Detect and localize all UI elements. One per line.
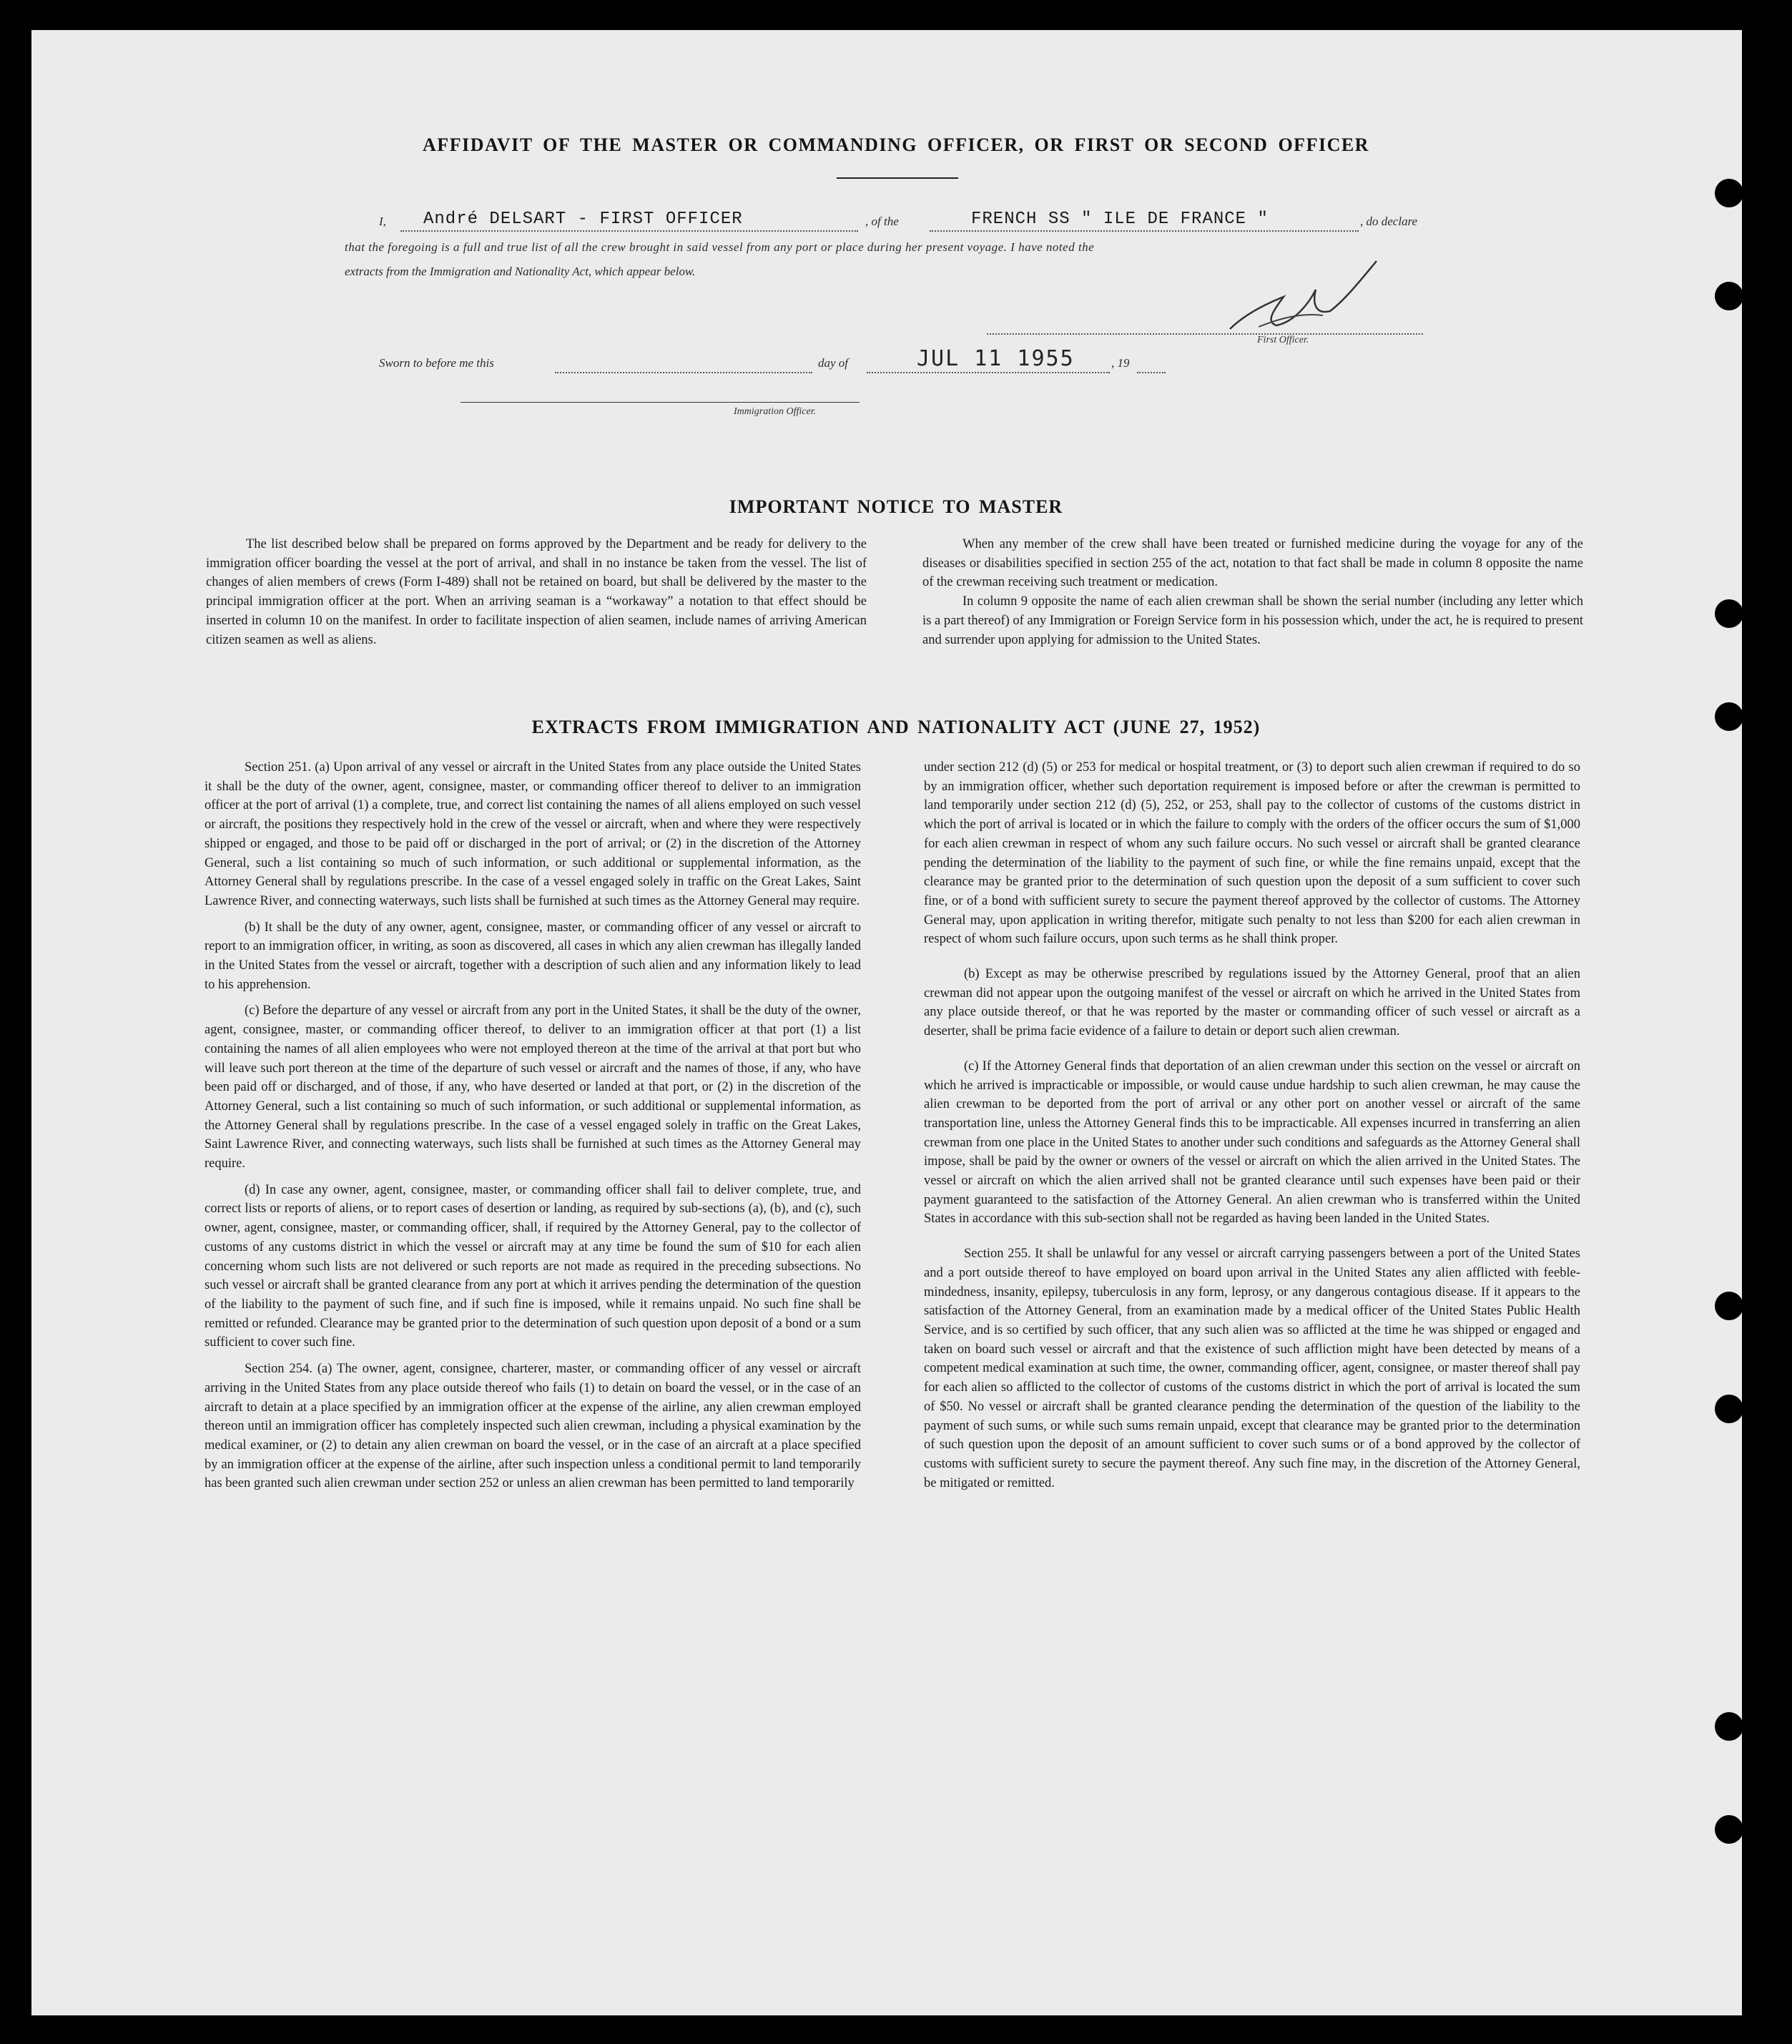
extracts-title: EXTRACTS FROM IMMIGRATION AND NATIONALITY ACT (JUNE 27, 1952) [531,717,1261,737]
title-rule [837,177,958,179]
notice-right-column [922,535,1583,649]
notice-right-paragraph-1: When any member of the crew shall have been treated or furnished medicine during the voyage for any of the diseases or disabilities specified in section 255 of the act, notation to that fact shall be made in column 8 opposite the name of the crewman receiving such treatment or medication. [922,537,1583,590]
affidavit-line-2: that the foregoing is a full and true list of all the crew brought in said vessel from any port or place during her present voyage. I have noted the [345,240,1095,254]
binder-hole [1715,1712,1743,1741]
sworn-label: Sworn to before me this [379,356,494,370]
notice-right-paragraph-2: In column 9 opposite the name of each alien crewman shall be shown the serial number (including any letter which is a part thereof) of any Immigration or Foreign Service form in his possession which, under the act, he is required to present and surrender upon applying for admission to the United States. [922,594,1583,647]
notice-title: IMPORTANT NOTICE TO MASTER [729,496,1063,517]
of-the-label: , of the [865,215,899,228]
notice-left-paragraph: The list described below shall be prepared on forms approved by the Department and be ready for delivery to the immigration officer boarding the vessel at the port of arrival, and shall in no instance be taken from the vessel. The list of changes of alien members of crews (Form I-489) shall not be retained on board, but shall be delivered by the master to the principal immigration officer at the port. When an arriving seaman is a “workaway” a notation to that effect should be inserted in column 10 on the manifest. In order to facilitate inspection of alien seamen, include names of arriving American citizen seamen as well as aliens. [206,537,867,647]
sworn-month-line [867,372,1110,373]
section-254-a: Section 254. (a) The owner, agent, consignee, charterer, master, or commanding officer of any vessel or aircraft arriving in the United States from any place outside thereof who fails (1) to detain on board the vessel, or in the case of an aircraft to detain at a place specified by an immigration officer at the expense of the airline, any alien crewman employed thereon until an immigration officer has completely inspected such alien crewman, including a physical examination by the medical examiner, or (2) to detain any alien crewman on board the vessel, or in the case of an aircraft at a place specified by an immigration officer at the expense of the airline, after such inspection unless a conditional permit to land temporarily has been granted such alien crewman under section 252 or unless an alien crewman has been permitted to land temporarily [205,1362,861,1491]
section-251-b: (b) It shall be the duty of any owner, agent, consignee, master, or commanding officer of any vessel or aircraft to report to an immigration officer, in writing, as soon as discovered, all cases in which any alien crewman has illegally landed in the United States from the vessel or aircraft, together with a description of such alien and any information likely to lead to his apprehension. [205,920,861,992]
immigration-officer-line [461,402,860,403]
signature-caption: First Officer. [1257,335,1309,345]
affidavit-i-label: I, [379,215,386,228]
signature-mark [1216,247,1387,340]
extracts-right-column [924,758,1580,1500]
immigration-officer-label: Immigration Officer. [734,406,817,417]
declare-label: , do declare [1360,215,1418,228]
section-254-a-continued: under section 212 (d) (5) or 253 for medical or hospital treatment, or (3) to deport such alien crewman if required to do so by an immigration officer, whether such deportation requirement is imposed before or after the crewman is permitted to land temporarily under section 212 (d) (5), 252, or 253, shall pay to the collector of customs of the customs district in which the port of arrival is located or in which the failure to comply with the orders of the officer occurs the sum of $1,000 for each alien crewman in respect of whom any such failure occurs. No such vessel or aircraft shall be granted clearance pending the determination of the liability to the payment of such fine, or while the fine remains unpaid, except that the clearance may be granted prior to the determination of such question upon the deposit of a sum sufficient to cover such fine, or of a bond with sufficient surety to secure the payment thereof approved by the collector of customs. The Attorney General may, upon application in writing therefor, mitigate such penalty to not less than $200 for each alien crewman in respect of whom such failure occurs, upon such terms as he shall think proper. [924,760,1580,947]
notice-left-column [206,535,867,649]
binder-hole [1715,179,1743,207]
binder-hole [1715,599,1743,628]
section-254-c: (c) If the Attorney General finds that deportation of an alien crewman under this section on the vessel or aircraft on which he arrived is impracticable or impossible, or would cause undue hardship to such alien crewman, he may cause the alien crewman to be deported from the port of arrival or any other port on another vessel or aircraft of the same transportation line, unless the Attorney General finds this to be impracticable. All expenses incurred in transferring an alien crewman from one place in the United States to another under such conditions and safeguards as the Attorney General shall impose, shall be paid by the owner or owners of the vessel or aircraft on which the alien arrived in the United States. The vessel or aircraft on which the alien arrived shall not be granted clearance until such expenses have been paid or their payment guaranteed to the satisfaction of the Attorney General. An alien crewman who is transferred within the United States in accordance with this sub-section shall not be regarded as having been landed in the United States. [924,1058,1580,1227]
binder-hole [1715,1292,1743,1320]
binder-hole [1715,1815,1743,1844]
sworn-year-line [1137,372,1166,373]
officer-name-typed: André DELSART - FIRST OFFICER [423,210,743,229]
section-254-b: (b) Except as may be otherwise prescribed by regulations issued by the Attorney General, proof that an alien crewman did not appear upon the outgoing manifest of the vessel or aircraft on which he arrived in the United States from any place outside thereof, or that he was reported by the master or commanding officer of such vessel or aircraft as a deserter, shall be prima facie evidence of a failure to detain or deport such alien crewman. [924,967,1580,1039]
binder-hole [1715,282,1743,310]
day-of-label: day of [818,356,849,370]
affidavit-title: AFFIDAVIT OF THE MASTER OR COMMANDING OFFICER, OR FIRST OR SECOND OFFICER [423,134,1369,155]
affidavit-line-3: extracts from the Immigration and Nationality Act, which appear below. [345,265,696,278]
extracts-left-column [205,758,861,1500]
sworn-day-line [555,372,812,373]
section-251-c: (c) Before the departure of any vessel or aircraft from any port in the United States, it shall be the duty of the owner, agent, consignee, master, or commanding officer thereof, to deliver to an immigration officer at that port (1) a list containing the names of all alien employees who were not employed thereon at the time of the arrival at that port but who will leave such port thereon at the time of the departure of such vessel or aircraft and the names of those, if any, who have been paid off or discharged, and of those, if any, who have deserted or landed at that port, or (2) in the discretion of the Attorney General, such a list containing so much of such information, or such additional or supplemental information, as the Attorney General shall by regulations prescribe. In the case of a vessel engaged solely in traffic on the Great Lakes, Saint Lawrence River, and connecting waterways, such lists shall be furnished at such times as the Attorney General may require. [205,1003,861,1171]
section-255: Section 255. It shall be unlawful for any vessel or aircraft carrying passengers between a port of the United States and a port outside thereof to have employed on board upon arrival in the United States any alien afflicted with feeble-mindedness, insanity, epilepsy, tuberculosis in any form, leprosy, or any dangerous contagious disease. If it appears to the satisfaction of the Attorney General, from an examination made by a medical officer of the United States Public Health Service, and is so certified by such officer, that any such alien was so afflicted at the time he was shipped or engaged and taken on board such vessel or aircraft and that the existence of such affliction might have been detected by means of a competent medical examination at such time, the owner, commanding officer, agent, consignee, or master thereof shall pay for each alien so afflicted to the collector of customs of the customs district in which the port of arrival is located the sum of $50. No vessel or aircraft shall be granted clearance pending the determination of the question of the liability to the payment of such sums, or while such sums remain unpaid, except that clearance may be granted prior to the determination of such question upon the deposit of an amount sufficient to cover such sums or of a bond approved by the collector of customs with sufficient surety to secure the payment thereof. Any such fine may, in the discretion of the Attorney General, be mitigated or remitted. [924,1247,1580,1490]
signature-line [987,333,1423,335]
section-251-a: Section 251. (a) Upon arrival of any vessel or aircraft in the United States from any place outside the United States it shall be the duty of the owner, agent, consignee, master, or commanding officer thereof to deliver to an immigration officer at the port of arrival (1) a complete, true, and correct list containing the names of all aliens employed on such vessel or aircraft, the positions they respectively hold in the crew of the vessel or aircraft, when and where they were respectively shipped or engaged, and those to be paid off or discharged in the port of arrival; or (2) in the discretion of the Attorney General, such a list containing so much of such information, or such additional or supplemental information, as the Attorney General shall by regulations prescribe. In the case of a vessel engaged solely in traffic on the Great Lakes, Saint Lawrence River, and connecting waterways, such lists shall be furnished at such times as the Attorney General may require. [205,760,861,908]
vessel-name-typed: FRENCH SS " ILE DE FRANCE " [971,210,1269,229]
date-stamp: JUL 11 1955 [917,346,1075,371]
section-251-d: (d) In case any owner, agent, consignee, master, or commanding officer shall fail to deliver complete, true, and correct lists or reports of aliens, or to report cases of desertion or landing, as required by sub-sections (a), (b), and (c), such owner, agent, consignee, master, or commanding officer, shall, if required by the Attorney General, pay to the collector of customs of any customs district in which the vessel or aircraft may at any time be found the sum of $10 for each alien concerning whom such lists are not delivered or such reports are not made as required in the preceding subsections. No such vessel or aircraft shall be granted clearance from any port at which it arrives pending the determination of the question of the liability to the payment of such fine, and if such fine is imposed, while it remains unpaid. No such fine shall be remitted or refunded. Clearance may be granted prior to the determination of such question upon deposit of a bond or a sum sufficient to cover such fine. [205,1182,861,1350]
vessel-name-line [930,230,1359,232]
binder-hole [1715,1395,1743,1423]
year-label: , 19 [1111,356,1130,370]
officer-name-line [400,230,858,232]
